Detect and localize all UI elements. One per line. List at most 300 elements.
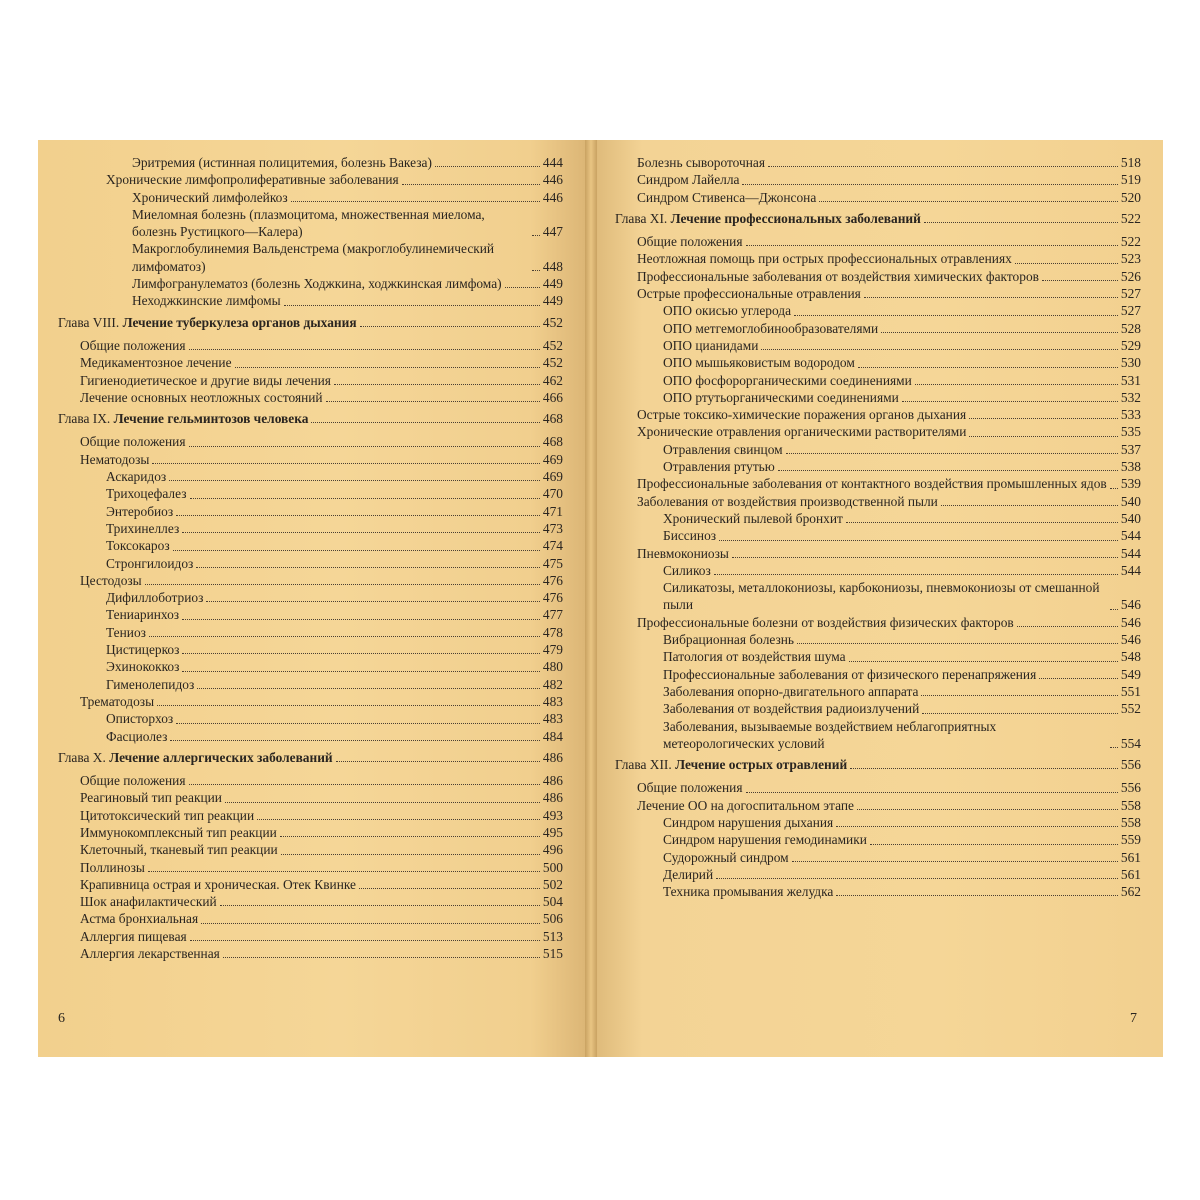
toc-page-number: 446 (542, 172, 563, 188)
toc-page-number: 452 (542, 355, 563, 371)
toc-page-number: 476 (542, 590, 563, 606)
toc-entry-title: Острые токсико-химические поражения органов дыхания (637, 407, 967, 423)
toc-page-number: 544 (1120, 562, 1141, 578)
toc-entry (615, 814, 1141, 831)
toc-page-number: 538 (1120, 459, 1141, 475)
dot-leader (145, 584, 540, 585)
toc-chapter-entry (58, 749, 563, 766)
dot-leader (281, 854, 540, 855)
toc-page-number: 520 (1120, 189, 1141, 205)
dot-leader (819, 201, 1118, 202)
toc-entry-title: Дифиллоботриоз (106, 590, 204, 606)
dot-leader (941, 505, 1118, 506)
toc-entry (58, 206, 563, 241)
dot-leader (1110, 609, 1118, 610)
dot-leader (206, 601, 540, 602)
toc-page-number: 444 (542, 155, 563, 170)
toc-page-number: 546 (1120, 597, 1141, 613)
chapter-number: Глава XII. (615, 757, 672, 773)
dot-leader (189, 349, 540, 350)
dot-leader (182, 653, 539, 654)
toc-entry-title: Тениоз (106, 624, 146, 640)
toc-entry-title: Синдром Лайелла (637, 172, 740, 188)
dot-leader (921, 695, 1117, 696)
toc-page-number: 540 (1120, 493, 1141, 509)
dot-leader (235, 367, 540, 368)
toc-entry-title: Профессиональные заболевания от контактного воздействия промышленных ядов (637, 476, 1107, 492)
toc-entry (58, 292, 563, 309)
toc-page-number: 515 (542, 946, 563, 962)
toc-entry (615, 779, 1141, 796)
toc-entry-title: Заболевания от воздействия радиоизлучений (663, 701, 920, 717)
toc-entry (58, 451, 563, 468)
dot-leader (732, 557, 1118, 558)
toc-page-number: 493 (542, 807, 563, 823)
dot-leader (857, 809, 1118, 810)
chapter-number: Глава XI. (615, 210, 668, 226)
toc-entry (615, 631, 1141, 648)
toc-entry-title: Клеточный, тканевый тип реакции (80, 842, 278, 858)
toc-page-number: 532 (1120, 389, 1141, 405)
toc-entry (58, 841, 563, 858)
dot-leader (924, 222, 1118, 223)
toc-entry (615, 268, 1141, 285)
chapter-title: Лечение профессиональных заболеваний (670, 210, 921, 226)
dot-leader (201, 923, 540, 924)
toc-entry-title: ОПО фосфорорганическими соединениями (663, 372, 912, 388)
toc-entry (58, 728, 563, 745)
toc-entry (58, 876, 563, 893)
toc-entry-title: Профессиональные заболевания от воздействия химических факторов (637, 268, 1039, 284)
toc-page-number: 530 (1120, 355, 1141, 371)
dot-leader (881, 332, 1118, 333)
toc-entry-title: Техника промывания желудка (663, 884, 834, 900)
toc-entry-title: Медикаментозное лечение (80, 355, 232, 371)
toc-entry-title: Общие положения (80, 773, 186, 789)
toc-entry (58, 154, 563, 171)
chapter-title: Лечение туберкулеза органов дыхания (122, 314, 357, 330)
toc-page-number: 446 (542, 189, 563, 205)
toc-entry (615, 475, 1141, 492)
dot-leader (792, 861, 1118, 862)
dot-leader (173, 550, 540, 551)
toc-page-number: 500 (542, 859, 563, 875)
toc-page-number: 558 (1120, 797, 1141, 813)
dot-leader (746, 792, 1118, 793)
toc-entry-title: Профессиональные болезни от воздействия физических факторов (637, 614, 1014, 630)
toc-entry (615, 797, 1141, 814)
toc-entry-title: Общие положения (637, 234, 743, 250)
toc-entry-title: Реагиновый тип реакции (80, 790, 222, 806)
toc-page-number: 562 (1120, 884, 1141, 900)
toc-entry (58, 433, 563, 450)
toc-entry-title (615, 210, 921, 227)
toc-entry (615, 493, 1141, 510)
toc-entry (615, 831, 1141, 848)
toc-page-number: 513 (542, 928, 563, 944)
toc-page-number: 495 (542, 824, 563, 840)
toc-entry (58, 537, 563, 554)
toc-entry (58, 389, 563, 406)
dot-leader (284, 305, 540, 306)
dot-leader (360, 326, 540, 327)
dot-leader (182, 619, 540, 620)
toc-entry-title: Биссиноз (663, 528, 717, 544)
toc-page-number: 452 (542, 314, 563, 330)
dot-leader (220, 905, 540, 906)
dot-leader (532, 235, 540, 236)
toc-entry (615, 285, 1141, 302)
toc-entry-title: Цестодозы (80, 572, 142, 588)
toc-entry (615, 510, 1141, 527)
toc-entry-title: Миеломная болезнь (плазмоцитома, множественная миелома, болезнь Рустицкого—Калера) (132, 206, 485, 240)
dot-leader (797, 643, 1118, 644)
toc-entry-title: Отравления свинцом (663, 441, 783, 457)
toc-page-number: 561 (1120, 849, 1141, 865)
toc-entry (58, 676, 563, 693)
toc-entry (58, 337, 563, 354)
dot-leader (157, 705, 540, 706)
toc-entry (58, 189, 563, 206)
dot-leader (149, 636, 540, 637)
toc-entry-title: Цистицеркоз (106, 642, 180, 658)
toc-page-number: 527 (1120, 286, 1141, 302)
toc-page-number: 486 (542, 773, 563, 789)
dot-leader (190, 498, 540, 499)
toc-page-number: 486 (542, 749, 563, 765)
toc-entry (58, 572, 563, 589)
dot-leader (846, 522, 1118, 523)
toc-entry (58, 354, 563, 371)
toc-entry (58, 893, 563, 910)
toc-page-number: 554 (1120, 735, 1141, 751)
toc-entry (58, 624, 563, 641)
toc-entry (615, 302, 1141, 319)
toc-entry-title: ОПО цианидами (663, 337, 759, 353)
chapter-number: Глава VIII. (58, 314, 120, 330)
chapter-number: Глава IX. (58, 411, 111, 427)
toc-entry-title: Общие положения (637, 780, 743, 796)
chapter-number: Глава X. (58, 749, 106, 765)
dot-leader (152, 463, 540, 464)
toc-entry-title: Эритремия (истинная полицитемия, болезнь Вакеза) (132, 155, 432, 170)
dot-leader (922, 713, 1118, 714)
toc-page-number: 531 (1120, 372, 1141, 388)
toc-page-number: 452 (542, 337, 563, 353)
toc-entry-title: Нематодозы (80, 451, 150, 467)
book-spread (38, 140, 1163, 1057)
toc-page-number: 528 (1120, 320, 1141, 336)
toc-page-number: 468 (542, 411, 563, 427)
toc-entry-title: Трихинеллез (106, 520, 180, 536)
dot-leader (189, 446, 540, 447)
toc-entry-title: Шок анафилактический (80, 894, 217, 910)
toc-page-number: 506 (542, 911, 563, 927)
toc-page-number: 544 (1120, 545, 1141, 561)
toc-entry-title (58, 410, 308, 427)
toc-entry (615, 527, 1141, 544)
toc-chapter-entry (58, 410, 563, 427)
toc-entry (615, 233, 1141, 250)
toc-entry (58, 503, 563, 520)
toc-entry (615, 320, 1141, 337)
dot-leader (182, 532, 540, 533)
dot-leader (176, 723, 540, 724)
toc-page-number: 522 (1120, 234, 1141, 250)
dot-leader (836, 895, 1118, 896)
chapter-title: Лечение гельминтозов человека (113, 411, 309, 427)
toc-entry-title: Отравления ртутью (663, 459, 775, 475)
dot-leader (176, 515, 540, 516)
toc-page-number: 486 (542, 790, 563, 806)
dot-leader (402, 184, 540, 185)
toc-entry (615, 614, 1141, 631)
dot-leader (334, 384, 540, 385)
dot-leader (969, 436, 1118, 437)
toc-entry (615, 406, 1141, 423)
book-gutter (585, 140, 597, 1057)
toc-page-number: 556 (1120, 757, 1141, 773)
toc-page-number: 478 (542, 624, 563, 640)
toc-page-number: 535 (1120, 424, 1141, 440)
dot-leader (1110, 488, 1118, 489)
dot-leader (864, 297, 1118, 298)
toc-entry (615, 171, 1141, 188)
dot-leader (746, 245, 1118, 246)
toc-page-number: 482 (542, 676, 563, 692)
toc-entry (58, 910, 563, 927)
toc-page-number: 544 (1120, 528, 1141, 544)
dot-leader (169, 480, 540, 481)
toc-entry-title: Хронический пылевой бронхит (663, 510, 843, 526)
toc-entry-title: Гигиенодиетическое и другие виды лечения (80, 372, 331, 388)
toc-page-number: 469 (542, 451, 563, 467)
toc-page-number: 449 (542, 276, 563, 292)
toc-entry (615, 718, 1141, 753)
toc-page-number: 475 (542, 555, 563, 571)
dot-leader (1110, 747, 1118, 748)
toc-page-number: 540 (1120, 510, 1141, 526)
toc-page-number: 471 (542, 503, 563, 519)
toc-page-number: 470 (542, 486, 563, 502)
toc-entry (615, 354, 1141, 371)
toc-page-number: 468 (542, 434, 563, 450)
toc-page-number: 484 (542, 728, 563, 744)
table-of-contents-left (58, 154, 563, 962)
toc-entry-title: Общие положения (80, 337, 186, 353)
toc-entry (58, 772, 563, 789)
toc-entry-title: Общие положения (80, 434, 186, 450)
dot-leader (719, 540, 1118, 541)
dot-leader (716, 878, 1118, 879)
table-of-contents-right (615, 154, 1141, 900)
dot-leader (505, 287, 540, 288)
dot-leader (850, 768, 1118, 769)
toc-entry (58, 710, 563, 727)
toc-entry-title: Профессиональные заболевания от физического перенапряжения (663, 666, 1037, 682)
toc-entry (58, 555, 563, 572)
toc-entry-title: ОПО окисью углерода (663, 303, 792, 319)
toc-entry-title: Гименолепидоз (106, 676, 195, 692)
toc-page-number: 448 (542, 258, 563, 274)
toc-entry-title: Вибрационная болезнь (663, 632, 795, 648)
toc-entry (615, 683, 1141, 700)
toc-entry (58, 485, 563, 502)
toc-entry-title (615, 756, 847, 773)
toc-page-number: 519 (1120, 172, 1141, 188)
toc-page-number: 479 (542, 642, 563, 658)
toc-page-number: 549 (1120, 666, 1141, 682)
toc-entry-title (58, 749, 333, 766)
toc-entry (615, 441, 1141, 458)
toc-entry (615, 189, 1141, 206)
chapter-title: Лечение аллергических заболеваний (109, 749, 333, 765)
toc-page-number: 551 (1120, 683, 1141, 699)
dot-leader (761, 349, 1118, 350)
toc-entry-title: Делирий (663, 866, 714, 882)
toc-page-number: 496 (542, 842, 563, 858)
toc-entry (615, 154, 1141, 171)
toc-entry-title: Астма бронхиальная (80, 911, 199, 927)
dot-leader (1042, 280, 1118, 281)
toc-page-number: 529 (1120, 337, 1141, 353)
toc-entry-title (58, 314, 357, 331)
toc-entry (58, 240, 563, 275)
toc-page-number: 449 (542, 293, 563, 309)
toc-page-number: 558 (1120, 814, 1141, 830)
toc-entry-title: Тениаринхоз (106, 607, 180, 623)
toc-page-number: 504 (542, 894, 563, 910)
toc-page-number: 480 (542, 659, 563, 675)
toc-entry-title: Патология от воздействия шума (663, 649, 846, 665)
dot-leader (435, 166, 540, 167)
toc-entry (58, 641, 563, 658)
toc-entry (615, 849, 1141, 866)
toc-entry-title: Цитотоксический тип реакции (80, 807, 255, 823)
dot-leader (1017, 626, 1118, 627)
toc-page-number: 556 (1120, 780, 1141, 796)
toc-entry-title: Острые профессиональные отравления (637, 286, 861, 302)
toc-entry-title: Энтеробиоз (106, 503, 174, 519)
toc-entry (615, 579, 1141, 614)
right-page (597, 140, 1163, 1057)
toc-chapter-entry (58, 314, 563, 331)
toc-entry-title: ОПО ртутьорганическими соединениями (663, 389, 899, 405)
dot-leader (170, 740, 540, 741)
toc-page-number: 477 (542, 607, 563, 623)
toc-entry (58, 693, 563, 710)
toc-page-number: 523 (1120, 251, 1141, 267)
dot-leader (858, 367, 1118, 368)
dot-leader (291, 201, 540, 202)
toc-entry (58, 789, 563, 806)
toc-page-number: 473 (542, 520, 563, 536)
toc-entry (58, 928, 563, 945)
toc-entry (58, 589, 563, 606)
toc-page-number: 483 (542, 711, 563, 727)
toc-entry-title: Лечение ОО на догоспитальном этапе (637, 797, 854, 813)
toc-entry-title: Трематодозы (80, 693, 155, 709)
dot-leader (189, 784, 540, 785)
toc-entry-title: Заболевания опорно-двигательного аппарата (663, 683, 919, 699)
dot-leader (902, 401, 1118, 402)
toc-entry-title: Макроглобулинемия Вальденстрема (макроглобулинемический лимфоматоз) (132, 241, 495, 274)
toc-page-number: 462 (542, 372, 563, 388)
dot-leader (836, 826, 1118, 827)
toc-entry-title: Силикоз (663, 562, 711, 578)
toc-entry (58, 275, 563, 292)
toc-entry (615, 648, 1141, 665)
dot-leader (870, 844, 1118, 845)
toc-page-number: 537 (1120, 441, 1141, 457)
toc-entry (58, 171, 563, 188)
dot-leader (280, 836, 540, 837)
toc-entry (615, 562, 1141, 579)
toc-page-number: 483 (542, 693, 563, 709)
toc-entry (615, 883, 1141, 900)
dot-leader (915, 384, 1118, 385)
dot-leader (849, 661, 1118, 662)
toc-page-number: 518 (1120, 155, 1141, 170)
toc-entry (615, 423, 1141, 440)
toc-entry (615, 866, 1141, 883)
dot-leader (148, 871, 540, 872)
dot-leader (257, 819, 540, 820)
dot-leader (742, 184, 1117, 185)
dot-leader (336, 761, 540, 762)
toc-entry-title: Заболевания, вызываемые воздействием неблагоприятных метеорологических условий (663, 718, 997, 751)
toc-entry (58, 859, 563, 876)
toc-entry (615, 545, 1141, 562)
toc-entry-title: Эхинококкоз (106, 659, 180, 675)
toc-page-number: 552 (1120, 701, 1141, 717)
toc-entry (58, 468, 563, 485)
toc-entry (615, 700, 1141, 717)
toc-entry-title: Аскаридоз (106, 469, 167, 485)
dot-leader (532, 270, 540, 271)
toc-page-number: 546 (1120, 614, 1141, 630)
toc-entry (58, 945, 563, 962)
toc-entry-title: Синдром нарушения дыхания (663, 814, 834, 830)
toc-entry-title: Синдром нарушения гемодинамики (663, 832, 867, 848)
toc-page-number: 546 (1120, 632, 1141, 648)
dot-leader (190, 940, 540, 941)
toc-chapter-entry (615, 210, 1141, 227)
toc-entry (615, 458, 1141, 475)
toc-entry (58, 372, 563, 389)
dot-leader (969, 418, 1118, 419)
toc-page-number: 469 (542, 469, 563, 485)
toc-entry-title: Пневмокониозы (637, 545, 729, 561)
toc-entry-title: Стронгилоидоз (106, 555, 194, 571)
dot-leader (794, 315, 1118, 316)
toc-entry-title: Лечение основных неотложных состояний (80, 389, 323, 405)
toc-entry-title: Трихоцефалез (106, 486, 187, 502)
toc-page-number: 474 (542, 538, 563, 554)
toc-entry (58, 606, 563, 623)
dot-leader (768, 166, 1118, 167)
dot-leader (778, 470, 1118, 471)
dot-leader (326, 401, 540, 402)
dot-leader (197, 688, 540, 689)
left-page (38, 140, 585, 1057)
toc-page-number: 526 (1120, 268, 1141, 284)
toc-entry-title: Заболевания от воздействия производственной пыли (637, 493, 938, 509)
toc-entry-title: Неотложная помощь при острых профессиональных отравлениях (637, 251, 1012, 267)
toc-entry (58, 824, 563, 841)
dot-leader (1039, 678, 1118, 679)
toc-entry-title: Аллергия пищевая (80, 928, 187, 944)
